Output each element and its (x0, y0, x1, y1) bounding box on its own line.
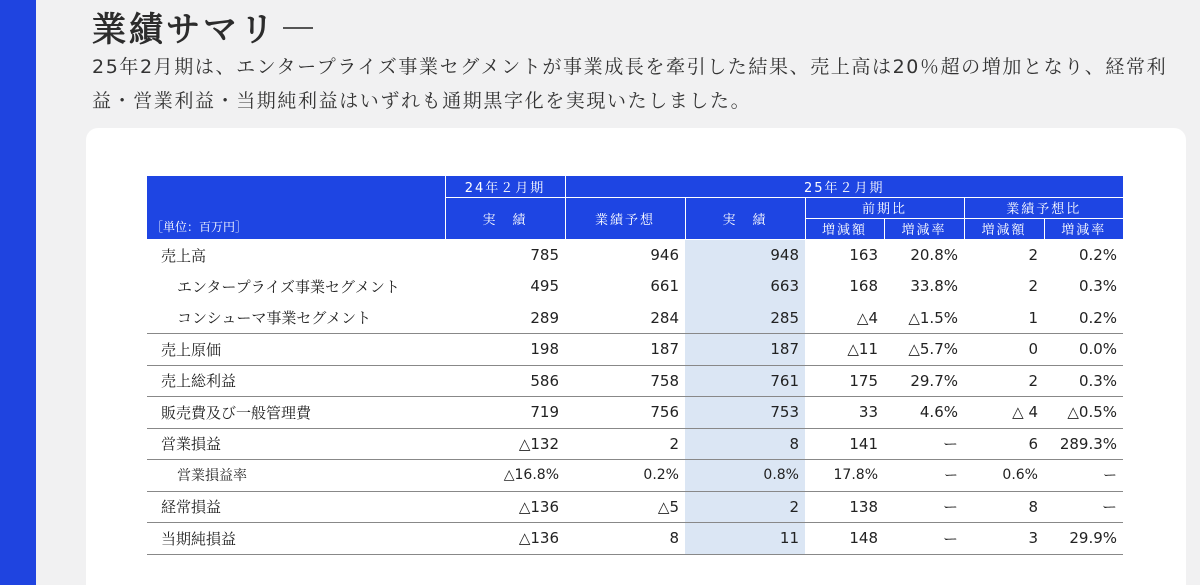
table-row (147, 428, 1123, 460)
accent-bar (0, 0, 36, 585)
cell-fc-amt: 8 (964, 491, 1044, 523)
cell-yoy-amt: △4 (805, 302, 884, 334)
cell-fc-rate: 0.2% (1078, 246, 1118, 264)
cell-yoy-rate: ー (884, 460, 964, 492)
row-label: 営業損益 (147, 428, 445, 460)
cell-actual: 663 (685, 271, 805, 303)
unit-label: ［単位：百万円］ (147, 176, 445, 239)
period-prev-header: 24年２月期 (445, 176, 565, 197)
col-fc-amount: 増減額 (964, 218, 1044, 239)
cell-prev: 719 (445, 397, 565, 429)
cell-fc-amt: 3 (964, 523, 1044, 555)
cell-forecast: 0.2% (565, 460, 685, 492)
cell-yoy-rate: 33.8% (910, 277, 958, 296)
cell-fc-rate: ー (1044, 491, 1123, 523)
row-label: 販売費及び一般管理費 (147, 397, 445, 429)
col-yoy-rate: 増減率 (884, 218, 964, 239)
cell-prev: 198 (445, 334, 565, 366)
table-row (147, 302, 1123, 334)
financial-summary-table (147, 176, 1123, 555)
cell-forecast: 2 (565, 428, 685, 460)
cell-fc-rate: 0.2% (1044, 302, 1123, 334)
cell-yoy-amt: 141 (805, 428, 884, 460)
cell-actual: 285 (685, 302, 805, 334)
cell-yoy-rate: △5.7% (884, 334, 964, 366)
col-yoy-amount: 増減額 (805, 218, 884, 239)
cell-forecast: 758 (565, 365, 685, 397)
cell-actual: 2 (685, 491, 805, 523)
cell-actual: 187 (685, 334, 805, 366)
table-row (147, 460, 1123, 492)
cell-prev: 785 (530, 246, 559, 264)
table-row (147, 523, 1123, 555)
row-label: エンタープライズ事業セグメント (177, 277, 400, 296)
cell-actual: 11 (685, 523, 805, 555)
cell-fc-rate: 0.0% (1044, 334, 1123, 366)
cell-fc-rate: 0.3% (1078, 277, 1118, 296)
cell-yoy-amt: 168 (849, 277, 878, 296)
cell-yoy-rate: ー (884, 428, 964, 460)
table-row (147, 365, 1123, 397)
cell-fc-rate: △0.5% (1044, 397, 1123, 429)
cell-yoy-rate: 29.7% (884, 365, 964, 397)
cell-fc-amt: 2 (1028, 277, 1038, 296)
group-yoy: 前期比 (805, 197, 964, 218)
col-curr-actual: 実 績 (685, 197, 805, 239)
cell-yoy-amt: 148 (805, 523, 884, 555)
cell-yoy-rate: ー (884, 491, 964, 523)
group-vs-forecast: 業績予想比 (964, 197, 1123, 218)
cell-actual: 0.8% (685, 460, 805, 492)
cell-yoy-rate: 20.8% (910, 246, 958, 264)
cell-prev: 289 (445, 302, 565, 334)
cell-prev: △132 (445, 428, 565, 460)
cell-fc-amt: 6 (964, 428, 1044, 460)
cell-fc-rate: 0.3% (1044, 365, 1123, 397)
cell-actual: 753 (685, 397, 805, 429)
cell-yoy-rate: △1.5% (884, 302, 964, 334)
cell-forecast: 661 (650, 277, 679, 296)
cell-forecast: 756 (565, 397, 685, 429)
cell-actual: 761 (685, 365, 805, 397)
cell-prev: 586 (445, 365, 565, 397)
cell-fc-rate: 289.3% (1044, 428, 1123, 460)
cell-fc-amt: 2 (964, 365, 1044, 397)
cell-fc-amt: 2 (1028, 246, 1038, 264)
table-row (147, 491, 1123, 523)
title-dash (283, 27, 313, 29)
cell-yoy-rate: ー (884, 523, 964, 555)
cell-prev: △136 (445, 523, 565, 555)
row-label: 売上原価 (147, 334, 445, 366)
cell-actual: 948 (685, 239, 805, 271)
cell-yoy-amt: 33 (805, 397, 884, 429)
cell-yoy-amt: 163 (849, 246, 878, 264)
cell-forecast: 284 (565, 302, 685, 334)
row-label: 当期純損益 (147, 523, 445, 555)
summary-text: 25年2月期は、エンタープライズ事業セグメントが事業成長を牽引した結果、売上高は20％超の増加となり、経常利益・営業利益・当期純利益はいずれも通期黒字化を実現いたしました。 (92, 56, 1168, 112)
cell-fc-rate: ー (1044, 460, 1123, 492)
cell-yoy-amt: 175 (805, 365, 884, 397)
row-label: 売上高 (161, 246, 207, 265)
col-forecast: 業績予想 (565, 197, 685, 239)
table-row (147, 334, 1123, 366)
col-fc-rate: 増減率 (1044, 218, 1123, 239)
cell-forecast: 946 (650, 246, 679, 264)
cell-prev: 495 (530, 277, 559, 296)
cell-yoy-amt: 17.8% (805, 460, 884, 492)
cell-forecast: 187 (565, 334, 685, 366)
cell-forecast: 8 (565, 523, 685, 555)
row-label: コンシューマ事業セグメント (147, 302, 445, 334)
cell-prev: △16.8% (445, 460, 565, 492)
table-row (147, 397, 1123, 429)
row-label: 営業損益率 (147, 460, 445, 492)
col-prev-actual: 実 績 (445, 197, 565, 239)
cell-fc-rate: 29.9% (1044, 523, 1123, 555)
table-row (147, 239, 1123, 271)
cell-fc-amt: 1 (964, 302, 1044, 334)
table-row (147, 271, 1123, 303)
cell-fc-amt: △ 4 (964, 397, 1044, 429)
row-label: 経常損益 (147, 491, 445, 523)
row-label: 売上総利益 (147, 365, 445, 397)
cell-fc-amt: 0.6% (964, 460, 1044, 492)
cell-actual: 8 (685, 428, 805, 460)
cell-fc-amt: 0 (964, 334, 1044, 366)
cell-forecast: △5 (565, 491, 685, 523)
cell-yoy-amt: △11 (805, 334, 884, 366)
cell-yoy-rate: 4.6% (884, 397, 964, 429)
period-curr-header: 25年２月期 (565, 176, 1123, 197)
page-title: 業績サマリ (92, 2, 313, 51)
cell-yoy-amt: 138 (805, 491, 884, 523)
cell-prev: △136 (445, 491, 565, 523)
